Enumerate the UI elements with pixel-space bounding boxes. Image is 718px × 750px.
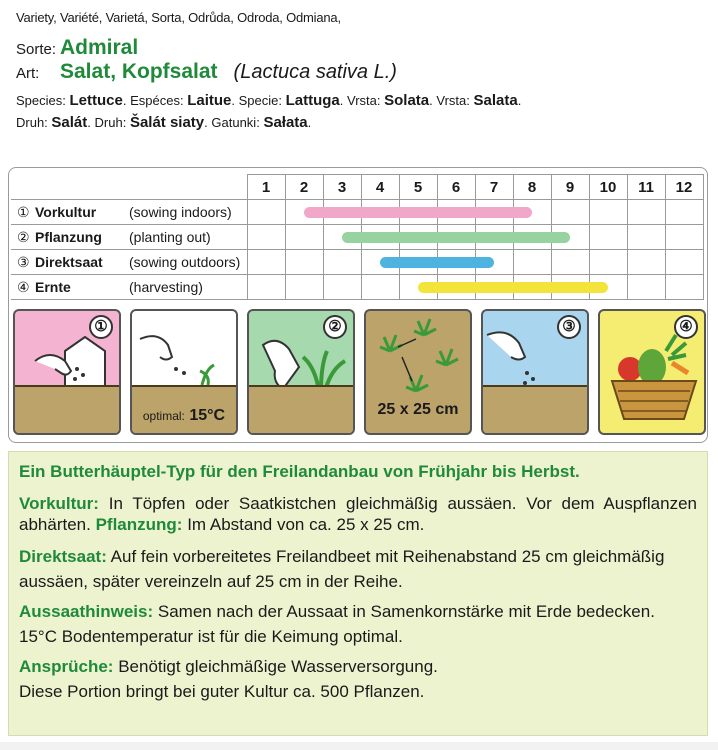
hand-sowing-illustration	[132, 311, 238, 391]
spacing-caption: 25 x 25 cm	[377, 401, 459, 418]
month-4: 4	[361, 175, 399, 200]
species-value: Salata	[473, 92, 518, 109]
tile-number: ④	[674, 315, 698, 339]
step-translation: (sowing indoors)	[129, 203, 232, 220]
month-12: 12	[665, 175, 703, 200]
portion-paragraph: Diese Portion bringt bei guter Kultur ca. 500 Pflanzen.	[19, 682, 425, 701]
species-label: Druh:	[94, 115, 127, 130]
sorte-value: Admiral	[60, 36, 139, 59]
direktsaat-paragraph: Direktsaat: Auf fein vorbereitetes Freilandbeet mit Reihenabstand 25 cm gleichmäßig aussäen, später vereinzeln auf 25 cm in der Reihe.	[19, 547, 665, 591]
sorte-line	[16, 36, 706, 60]
row-label	[11, 200, 247, 225]
month-8: 8	[513, 175, 551, 200]
species-label: Espéces:	[130, 93, 184, 108]
species-value: Sałata	[263, 114, 308, 131]
tile-number: ①	[89, 315, 113, 339]
species-row-1: Species: Lettuce. Espéces: Laitue. Specie: Lattuga. Vrsta: Solata. Vrsta: Salata.	[16, 92, 522, 109]
species-value: Salát	[51, 114, 88, 131]
month-11: 11	[627, 175, 665, 200]
tile-temperature	[130, 309, 238, 435]
ansprueche-paragraph: Ansprüche: Benötigt gleichmäßige Wasserversorgung.	[19, 657, 438, 676]
month-6: 6	[437, 175, 475, 200]
description-box	[8, 451, 708, 736]
step-number: ④	[17, 278, 30, 295]
species-label: Species:	[16, 93, 66, 108]
month-3: 3	[323, 175, 361, 200]
species-label: Vrsta:	[436, 93, 470, 108]
calendar-row-direktsaat	[11, 250, 703, 275]
species-value: Lettuce	[69, 92, 123, 109]
species-value: Lattuga	[285, 92, 340, 109]
species-translations	[16, 90, 706, 134]
tile-spacing	[364, 309, 472, 435]
tile-pflanzung	[247, 309, 355, 435]
calendar-header-row	[11, 175, 703, 200]
harvest-basket-illustration	[600, 311, 706, 435]
step-name: Vorkultur	[35, 203, 97, 220]
soil	[15, 385, 119, 433]
calendar-bar-vorkultur	[304, 207, 532, 218]
art-line	[16, 60, 706, 84]
month-2: 2	[285, 175, 323, 200]
month-7: 7	[475, 175, 513, 200]
step-name: Direktsaat	[35, 253, 103, 270]
row-label	[11, 275, 247, 300]
step-name: Pflanzung	[35, 228, 102, 245]
row-label	[11, 225, 247, 250]
species-label: Vrsta:	[347, 93, 381, 108]
step-translation: (harvesting)	[129, 278, 203, 295]
tile-number: ②	[323, 315, 347, 339]
step-translation: (planting out)	[129, 228, 211, 245]
tile-vorkultur	[13, 309, 121, 435]
packet-header	[16, 10, 706, 134]
sorte-label: Sorte:	[16, 41, 57, 58]
art-label: Art:	[16, 65, 40, 82]
calendar-bar-ernte	[418, 282, 608, 293]
month-1: 1	[247, 175, 285, 200]
tile-ernte	[598, 309, 706, 435]
step-number: ③	[17, 253, 30, 270]
plant-spacing-illustration	[366, 311, 472, 401]
vorkultur-paragraph: Vorkultur: In Töpfen oder Saatkistchen gleichmäßig aussäen. Vor dem Auspflanzen abhärten. Pflanzung: Im Abstand von ca. 25 x 25 cm.	[19, 494, 697, 534]
species-value: Solata	[384, 92, 430, 109]
variety-languages: Variety, Variété, Varietá, Sorta, Odrůda, Odroda, Odmiana,	[16, 10, 341, 25]
species-value: Laitue	[187, 92, 232, 109]
temperature-caption: optimal: 15°C	[142, 407, 226, 424]
step-number: ①	[17, 203, 30, 220]
calendar-bar-pflanzung	[342, 232, 570, 243]
calendar-corner	[11, 175, 247, 200]
headline: Ein Butterhäuptel-Typ für den Freilandanbau von Frühjahr bis Herbst.	[19, 462, 580, 481]
art-value: Salat, Kopfsalat	[60, 60, 218, 83]
species-label: Specie:	[238, 93, 282, 108]
tile-number: ③	[557, 315, 581, 339]
growing-calendar-panel	[8, 167, 708, 443]
species-label: Gatunki:	[211, 115, 260, 130]
row-label	[11, 250, 247, 275]
pot-sowing-illustration	[15, 311, 121, 391]
latin-name: (Lactuca sativa L.)	[233, 61, 397, 83]
soil	[483, 385, 587, 433]
species-label: Druh:	[16, 115, 48, 130]
tile-direktsaat	[481, 309, 589, 435]
step-name: Ernte	[35, 278, 71, 295]
calendar-bar-direktsaat	[380, 257, 494, 268]
step-number: ②	[17, 228, 30, 245]
month-10: 10	[589, 175, 627, 200]
species-row-2: Druh: Salát. Druh: Šalát siaty. Gatunki: Sałata.	[16, 114, 312, 131]
species-value: Šalát siaty	[129, 114, 205, 131]
step-translation: (sowing outdoors)	[129, 253, 241, 270]
month-5: 5	[399, 175, 437, 200]
aussaathinweis-paragraph: Aussaathinweis: Samen nach der Aussaat in Samenkornstärke mit Erde bedecken. 15°C Bodentemperatur ist für die Keimung optimal.	[19, 602, 655, 646]
soil	[249, 385, 353, 433]
month-9: 9	[551, 175, 589, 200]
bottom-edge	[0, 742, 718, 750]
